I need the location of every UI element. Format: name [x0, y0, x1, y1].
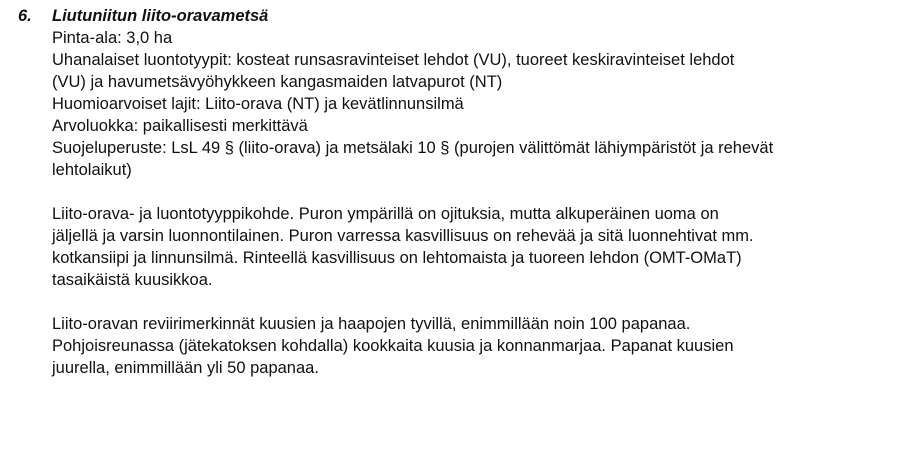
- description-paragraph-2: [52, 313, 897, 379]
- section-body: [52, 27, 897, 379]
- paragraph-spacer: [52, 291, 897, 313]
- paragraph-line: jäljellä ja varsin luonnontilainen. Puron varressa kasvillisuus on rehevää ja sitä luonnehtivat mm.: [52, 227, 754, 245]
- paragraph-line: kotkansiipi ja linnunsilmä. Rinteellä kasvillisuus on lehtomaista ja tuoreen lehdon (OMT-OMaT): [52, 249, 742, 267]
- section-number: 6.: [18, 7, 32, 25]
- attribute-protection-basis-cont: lehtolaikut): [52, 161, 132, 179]
- attribute-protection-basis: Suojeluperuste: LsL 49 § (liito-orava) ja metsälaki 10 § (purojen välittömät lähiympäristöt ja rehevät: [52, 139, 774, 157]
- attribute-threatened-habitats: Uhanalaiset luontotyypit: kosteat runsasravinteiset lehdot (VU), tuoreet keskiravinteiset lehdot: [52, 51, 735, 69]
- section-title: Liutuniitun liito-oravametsä: [52, 7, 269, 25]
- description-paragraph-1: [52, 203, 897, 291]
- paragraph-line: juurella, enimmillään yli 50 papanaa.: [52, 359, 319, 377]
- paragraph-spacer: [52, 181, 897, 203]
- paragraph-line: Pohjoisreunassa (jätekatoksen kohdalla) kookkaita kuusia ja konnanmarjaa. Papanat kuusien: [52, 337, 734, 355]
- paragraph-line: tasaikäistä kuusikkoa.: [52, 271, 213, 289]
- attribute-block: [52, 27, 897, 181]
- paragraph-line: Liito-oravan reviirimerkinnät kuusien ja haapojen tyvillä, enimmillään noin 100 papanaa.: [52, 315, 691, 333]
- paragraph-line: Liito-orava- ja luontotyyppikohde. Puron ympärillä on ojituksia, mutta alkuperäinen uoma on: [52, 205, 719, 223]
- attribute-area: Pinta-ala: 3,0 ha: [52, 29, 173, 47]
- attribute-notable-species: Huomioarvoiset lajit: Liito-orava (NT) ja kevätlinnunsilmä: [52, 95, 464, 113]
- section-heading: [18, 5, 268, 27]
- attribute-threatened-habitats-cont: (VU) ja havumetsävyöhykkeen kangasmaiden latvapurot (NT): [52, 73, 503, 91]
- attribute-value-class: Arvoluokka: paikallisesti merkittävä: [52, 117, 308, 135]
